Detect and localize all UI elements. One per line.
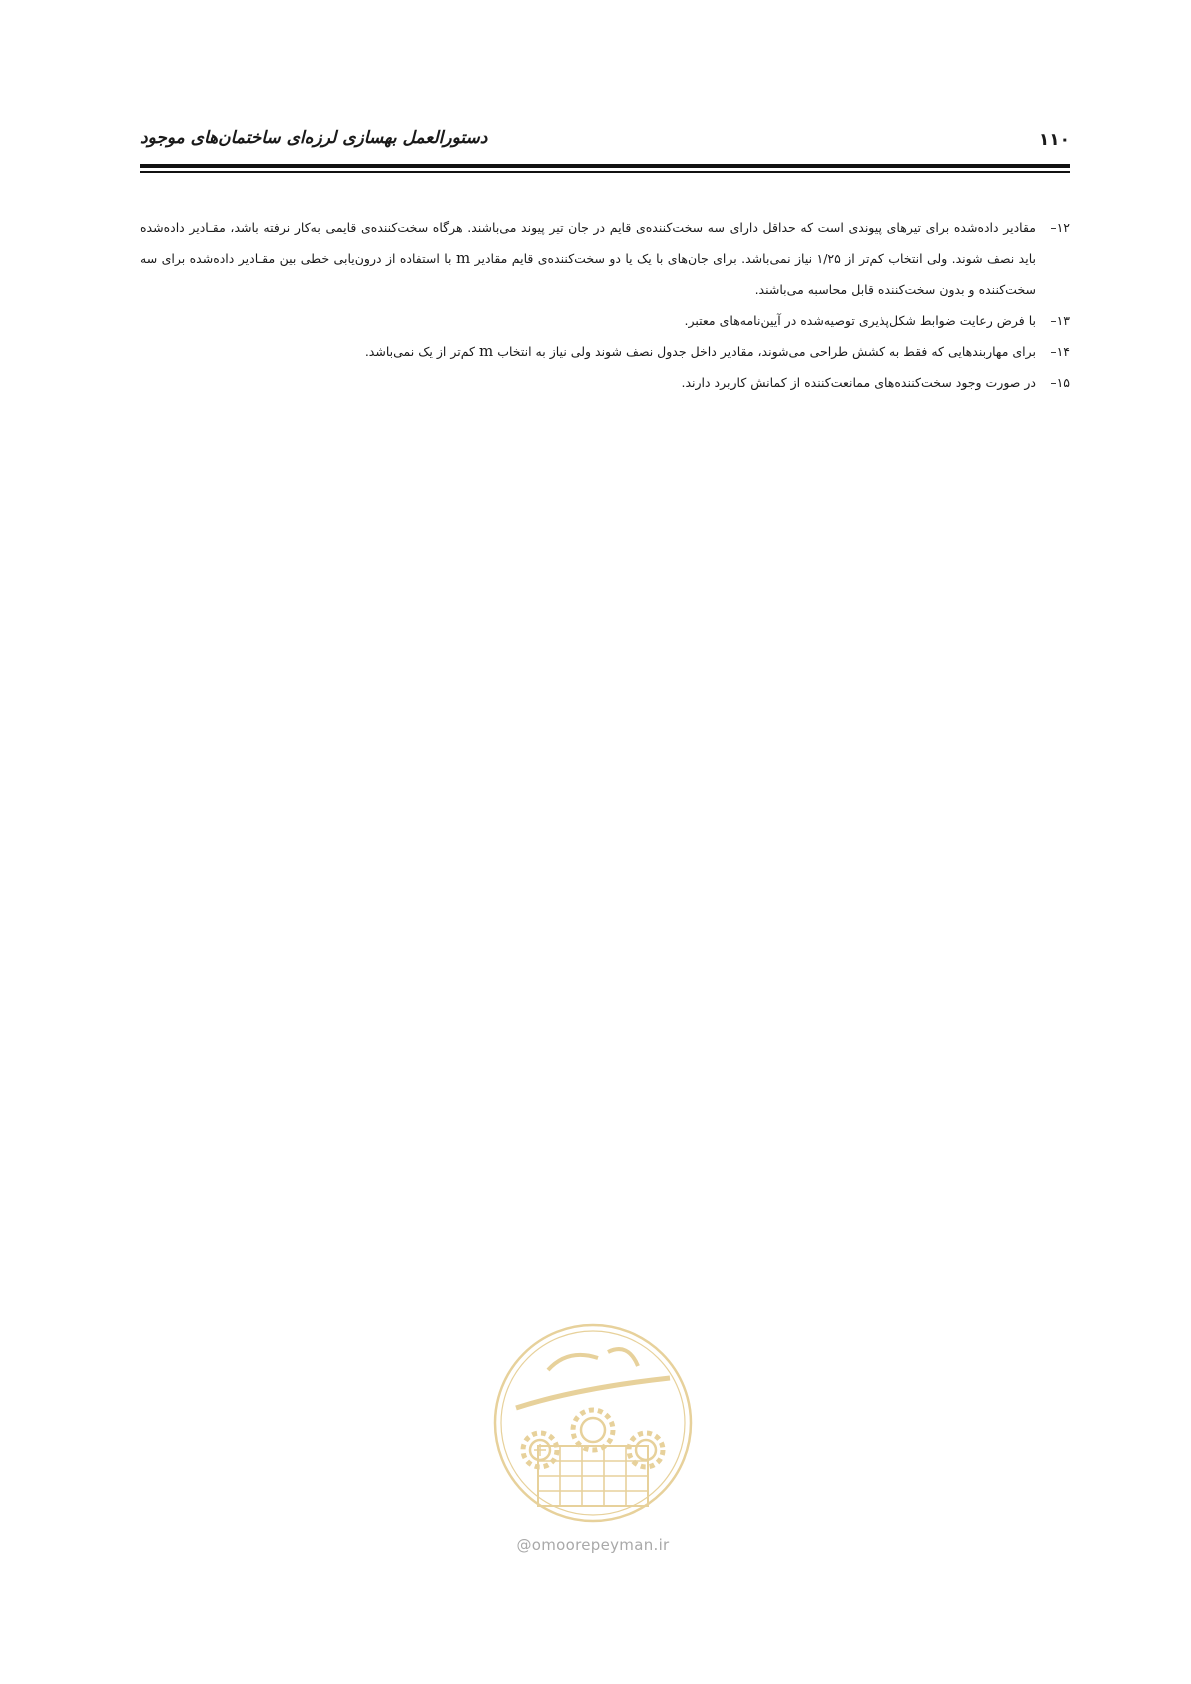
- symbol-m: m: [478, 342, 494, 360]
- page-header: [140, 128, 1070, 158]
- footnote-text: در صورت وجود سخت‌کننده‌های ممانعت‌کننده از کمانش کاربرد دارند.: [681, 375, 1036, 390]
- footnote-text-part: برای مهاربندهایی که فقط به کشش طراحی می‌شوند، مقادیر داخل جدول نصف شوند ولی نیاز به انتخاب: [497, 344, 1036, 359]
- publisher-logo: [488, 1318, 698, 1574]
- logo-emblem-icon: [488, 1318, 698, 1528]
- footnotes-list: [140, 212, 1070, 398]
- footnote-number: ۱۳–: [1050, 313, 1070, 328]
- footnote-text: با فرض رعایت ضوابط شکل‌پذیری توصیه‌شده در آیین‌نامه‌های معتبر.: [684, 313, 1036, 328]
- page-number: ۱۱۰: [1038, 130, 1070, 150]
- footnote-number: ۱۴–: [1050, 344, 1070, 359]
- footnote-14: [140, 336, 1070, 367]
- header-rule-thick: [140, 164, 1070, 168]
- footnote-text-part: با استفاده از درون‌یابی خطی بین مقـادیر داده‌شده برای سه سخت‌کننده و بدون سخت‌کننده قابل محاسبه می‌باشند.: [140, 251, 1036, 297]
- footnote-13: [140, 305, 1070, 336]
- watermark-text: @omoorepeyman.ir: [516, 1536, 670, 1554]
- footnote-text: [140, 212, 1036, 305]
- footnote-number: ۱۵–: [1050, 375, 1070, 390]
- footnote-text-part: مقادیر داده‌شده برای تیرهای پیوندی است که حداقل دارای سه سخت‌کننده‌ی قایم در جان تیر پیوند می‌باشند. هرگاه سخت‌کننده‌ی قایمی به‌کار نرفته باشد، مقـادیر داده‌شده باید نصف شوند. ولی انتخاب کم‌تر از ۱/۲۵ نیاز نمی‌باشد. برای جان‌های با یک یا دو سخت‌کننده‌ی قایم مقادیر: [140, 220, 1036, 266]
- footnote-number: ۱۲–: [1050, 220, 1070, 235]
- footnote-text-part: کم‌تر از یک نمی‌باشد.: [364, 344, 475, 359]
- header-rule-thin: [140, 171, 1070, 173]
- footnote-12: [140, 212, 1070, 305]
- running-title: دستورالعمل بهسازی لرزه‌ای ساختمان‌های موجود: [140, 128, 488, 148]
- footnote-text: [140, 336, 1036, 367]
- symbol-m: m: [455, 249, 471, 267]
- footnote-15: [140, 367, 1070, 398]
